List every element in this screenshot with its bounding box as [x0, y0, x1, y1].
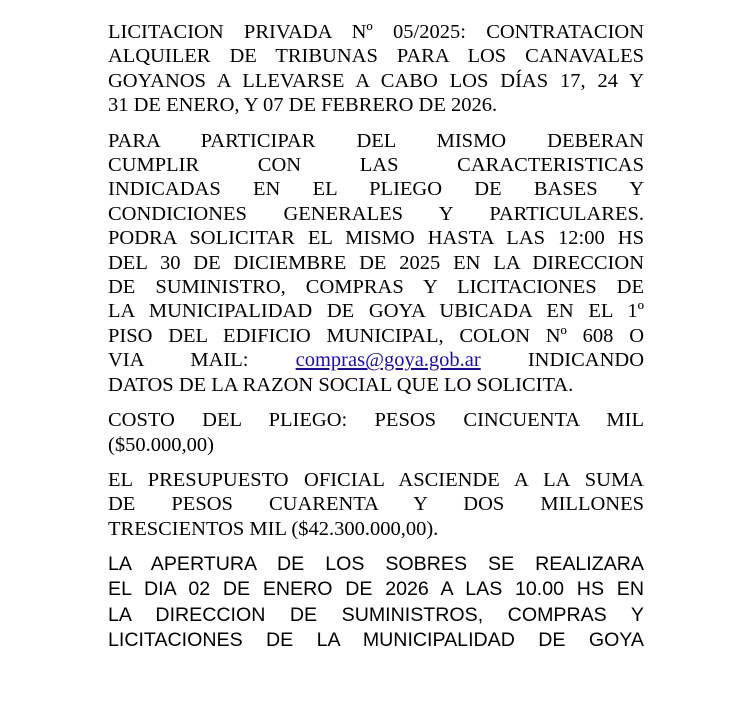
document-body: [108, 20, 644, 664]
text-line: DEL 30 DE DICIEMBRE DE 2025 EN LA DIRECCION: [108, 251, 644, 274]
text-line: INDICADAS EN EL PLIEGO DE BASES Y: [108, 178, 644, 201]
text-line: LA DIRECCION DE SUMINISTROS, COMPRAS Y: [108, 603, 644, 626]
participation-paragraph: [108, 129, 644, 397]
text-line: LICITACION PRIVADA Nº 05/2025: CONTRATACION: [108, 21, 644, 43]
text-line: TRESCIENTOS MIL ($42.300.000,00).: [108, 517, 439, 540]
mail-suffix: INDICANDO: [527, 349, 645, 372]
text-line: EL PRESUPUESTO OFICIAL ASCIENDE A LA SUMA: [108, 468, 644, 491]
text-line: CONDICIONES GENERALES Y PARTICULARES.: [108, 202, 644, 225]
text-line: DE PESOS CUARENTA Y DOS MILLONES: [108, 493, 644, 516]
text-line: ALQUILER DE TRIBUNAS PARA LOS CANAVALES: [108, 45, 644, 68]
text-line: PARA PARTICIPAR DEL MISMO DEBERAN: [108, 129, 644, 152]
text-line: COSTO DEL PLIEGO: PESOS CINCUENTA MIL: [108, 409, 644, 432]
text-line: EL DIA 02 DE ENERO DE 2026 A LAS 10.00 HS EN: [108, 578, 644, 601]
budget-paragraph: [108, 468, 644, 541]
mail-line: [108, 348, 644, 372]
opening-paragraph: [108, 552, 644, 653]
title-paragraph: [108, 20, 644, 118]
text-line: ($50.000,00): [108, 433, 214, 456]
cost-paragraph: [108, 408, 644, 457]
text-line: PISO DEL EDIFICIO MUNICIPAL, COLON Nº 608 O: [108, 324, 644, 347]
text-line: LICITACIONES DE LA MUNICIPALIDAD DE GOYA: [108, 628, 644, 651]
text-line: PODRA SOLICITAR EL MISMO HASTA LAS 12:00 HS: [108, 227, 644, 250]
text-line: DE SUMINISTRO, COMPRAS Y LICITACIONES DE: [108, 276, 644, 299]
mail-prefix: VIA MAIL:: [108, 349, 249, 372]
email-link[interactable]: compras@goya.gob.ar: [295, 349, 481, 372]
text-line: GOYANOS A LLEVARSE A CABO LOS DÍAS 17, 24 Y: [108, 69, 644, 92]
text-line: 31 DE ENERO, Y 07 DE FEBRERO DE 2026.: [108, 94, 498, 117]
text-line: DATOS DE LA RAZON SOCIAL QUE LO SOLICITA.: [108, 373, 574, 396]
text-line: LA APERTURA DE LOS SOBRES SE REALIZARA: [108, 553, 644, 576]
text-line: CUMPLIR CON LAS CARACTERISTICAS: [108, 154, 644, 177]
text-line: LA MUNICIPALIDAD DE GOYA UBICADA EN EL 1º: [108, 300, 644, 323]
